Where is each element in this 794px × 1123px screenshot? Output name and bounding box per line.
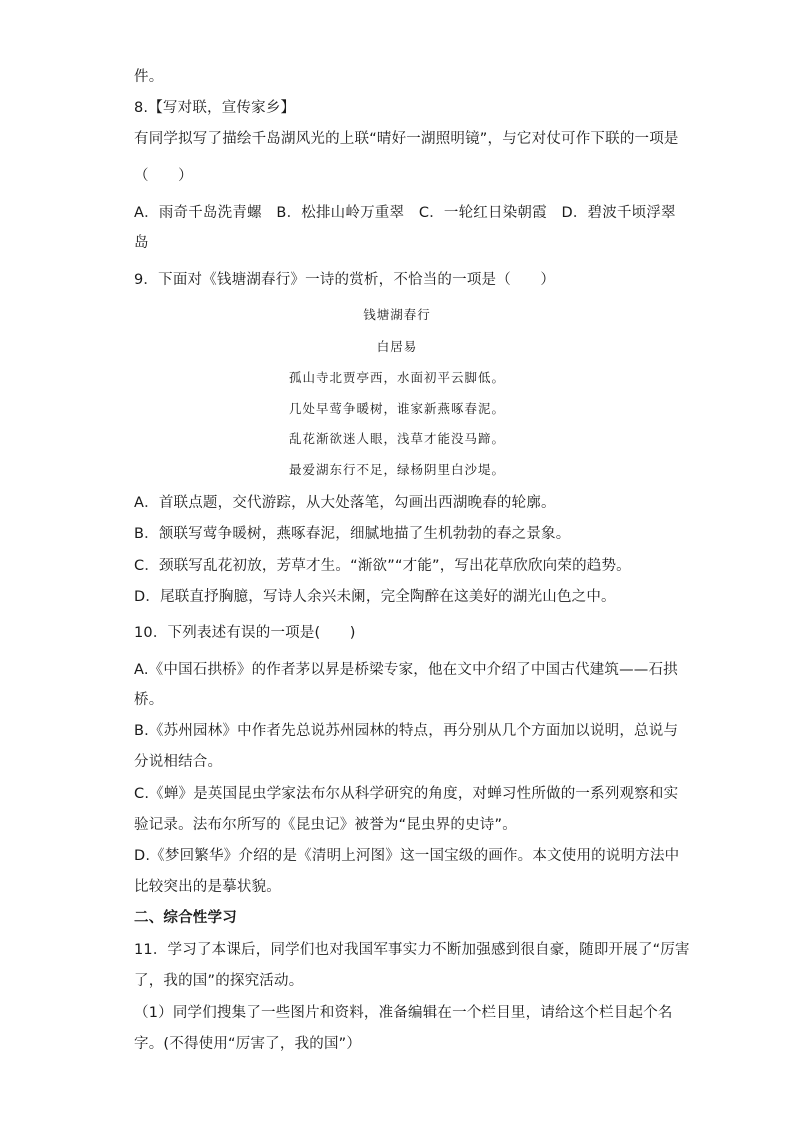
question-10-option-a-wrap: 桥。 — [134, 692, 164, 708]
question-11-stem-wrap: 了，我的国”的探究活动。 — [134, 973, 304, 989]
question-9-option-c: C．颈联写乱花初放，芳草才生。“渐欲”“才能”，写出花草欣欣向荣的趋势。 — [134, 558, 631, 574]
question-10-option-b: B.《苏州园林》中作者先总说苏州园林的特点，再分别从几个方面加以说明，总说与 — [134, 723, 679, 739]
question-8-heading: 8.【写对联，宣传家乡】 — [134, 100, 296, 116]
section-heading: 二、综合性学习 — [134, 910, 237, 926]
question-10-option-c-wrap: 验记录。法布尔所写的《昆虫记》被誉为“昆虫界的史诗”。 — [134, 817, 517, 833]
question-10-option-b-wrap: 分说相结合。 — [134, 754, 223, 770]
poem-line-1: 孤山寺北贾亭西，水面初平云脚低。 — [288, 370, 505, 385]
poem-line-4: 最爱湖东行不足，绿杨阴里白沙堤。 — [288, 462, 505, 477]
question-9-stem: 9．下面对《钱塘湖春行》一诗的赏析，不恰当的一项是（ ） — [134, 272, 556, 288]
question-10-option-d: D.《梦回繁华》介绍的是《清明上河图》这一国宝级的画作。本文使用的说明方法中 — [134, 848, 680, 864]
question-9-option-a: A．首联点题，交代游踪，从大处落笔，勾画出西湖晚春的轮廓。 — [134, 495, 556, 511]
poem-title: 钱塘湖春行 — [363, 307, 431, 322]
poem-line-3: 乱花渐欲迷人眼，浅草才能没马蹄。 — [288, 431, 505, 446]
question-11-stem: 11．学习了本课后，同学们也对我国军事实力不断加强感到很自豪，随即开展了“厉害 — [134, 942, 690, 958]
question-8-answer-bracket: （ ） — [134, 168, 193, 184]
question-9-option-b: B．颔联写莺争暖树，燕啄春泥，细腻地描了生机勃勃的春之景象。 — [134, 526, 571, 542]
question-11-part-1-wrap: 字。(不得使用“厉害了，我的国”） — [134, 1036, 362, 1052]
question-10-stem: 10．下列表述有误的一项是( ) — [134, 625, 356, 641]
question-10-option-c: C.《蝉》是英国昆虫学家法布尔从科学研究的角度，对蝉习性所做的一系列观察和实 — [134, 786, 679, 802]
question-8-stem: 有同学拟写了描绘千岛湖风光的上联“晴好一湖照明镜”，与它对仗可作下联的一项是 — [134, 131, 679, 147]
question-8-options-wrap: 岛 — [134, 235, 149, 251]
text-line-continuation: 件。 — [134, 69, 164, 85]
question-11-part-1: （1）同学们搜集了一些图片和资料，准备编辑在一个栏目里，请给这个栏目起个名 — [134, 1005, 673, 1021]
question-10-option-d-wrap: 比较突出的是摹状貌。 — [134, 879, 281, 895]
question-9-option-d: D．尾联直抒胸臆，写诗人余兴未阑，完全陶醉在这美好的湖光山色之中。 — [134, 589, 616, 605]
poem-author: 白居易 — [376, 339, 418, 354]
poem-line-2: 几处早莺争暖树，谁家新燕啄春泥。 — [288, 401, 505, 416]
question-10-option-a: A.《中国石拱桥》的作者茅以昇是桥梁专家，他在文中介绍了中国古代建筑——石拱 — [134, 662, 678, 678]
question-8-options: A．雨奇千岛洗青螺 B．松排山岭万重翠 C．一轮红日染朝霞 D．碧波千顷浮翠 — [134, 205, 676, 221]
